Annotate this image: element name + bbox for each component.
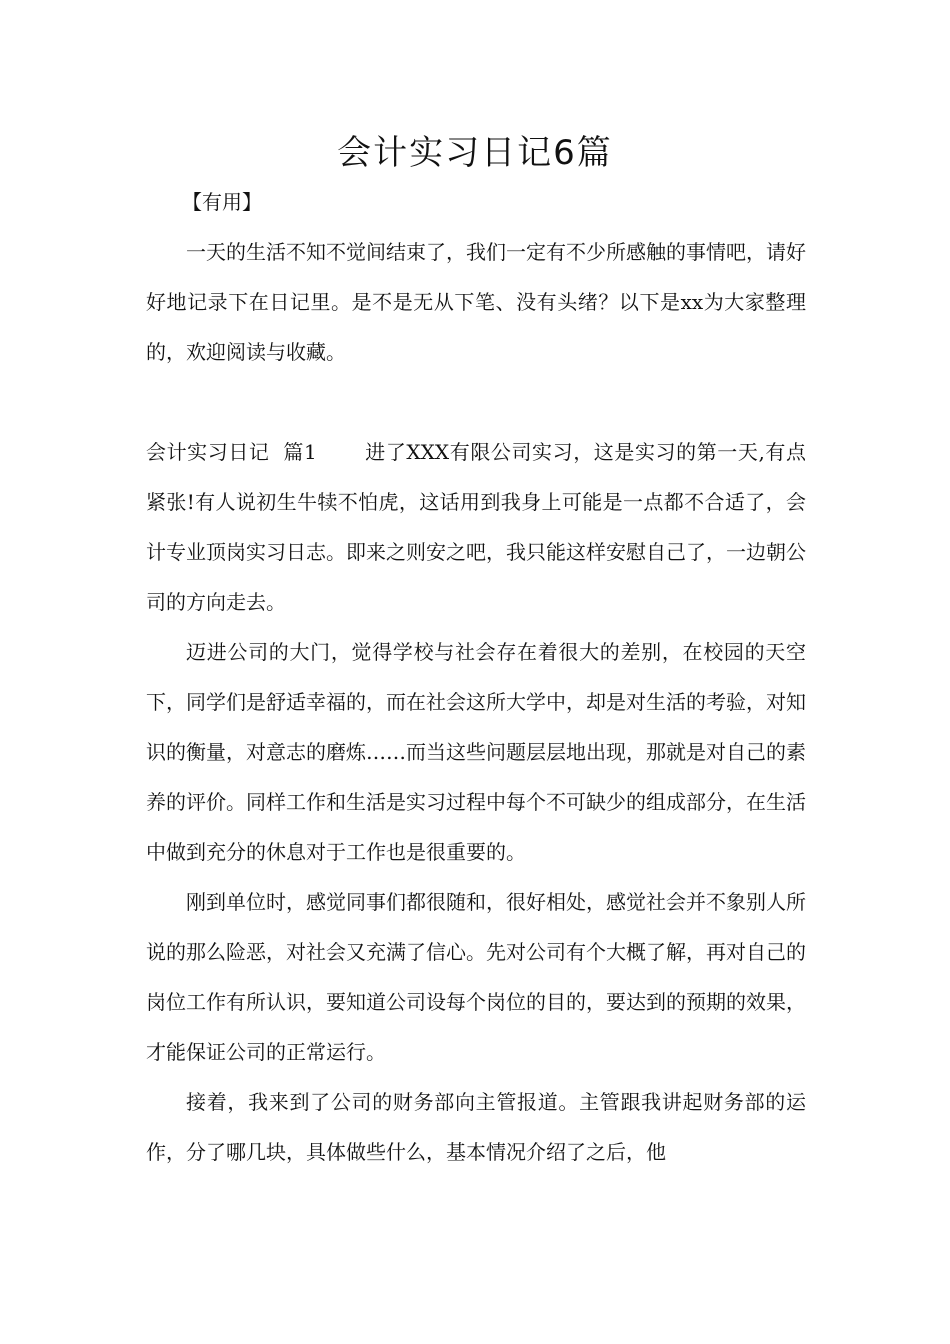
section-1-paragraph: 刚到单位时，感觉同事们都很随和，很好相处，感觉社会并不象别人所说的那么险恶，对社会又充满了信心。先对公司有个大概了解，再对自己的岗位工作有所认识，要知道公司设每个岗位的目的，要达到的预期的效果，才能保证公司的正常运行。 (146, 890, 806, 1064)
section-1-lead-paragraph (146, 427, 806, 627)
section-1-paragraph: 接着，我来到了公司的财务部向主管报道。主管跟我讲起财务部的运作，分了哪几块，具体做些什么，基本情况介绍了之后，他 (146, 1090, 806, 1164)
intro-paragraph: 一天的生活不知不觉间结束了，我们一定有不少所感触的事情吧，请好好地记录下在日记里。是不是无从下笔、没有头绪？以下是xx为大家整理的，欢迎阅读与收藏。 (146, 240, 806, 364)
section-1-paragraph: 迈进公司的大门，觉得学校与社会存在着很大的差别，在校园的天空下，同学们是舒适幸福的，而在社会这所大学中，却是对生活的考验，对知识的衡量，对意志的磨炼……而当这些问题层层地出现，那就是对自己的素养的评价。同样工作和生活是实习过程中每个不可缺少的组成部分，在生活中做到充分的休息对于工作也是很重要的。 (146, 640, 806, 864)
section-1 (146, 427, 806, 1177)
section-1-heading: 会计实习日记 篇1 (146, 440, 317, 464)
document-tag: 【有用】 (182, 190, 262, 214)
section-1-lead-text: 进了XXX有限公司实习，这是实习的第一天,有点紧张!有人说初生牛犊不怕虎，这话用到我身上可能是一点都不合适了，会计专业顶岗实习日志。即来之则安之吧，我只能这样安慰自己了，一边朝公司的方向走去。 (146, 440, 806, 614)
intro-block (146, 227, 806, 377)
document-title: 会计实习日记6篇 (337, 133, 613, 173)
